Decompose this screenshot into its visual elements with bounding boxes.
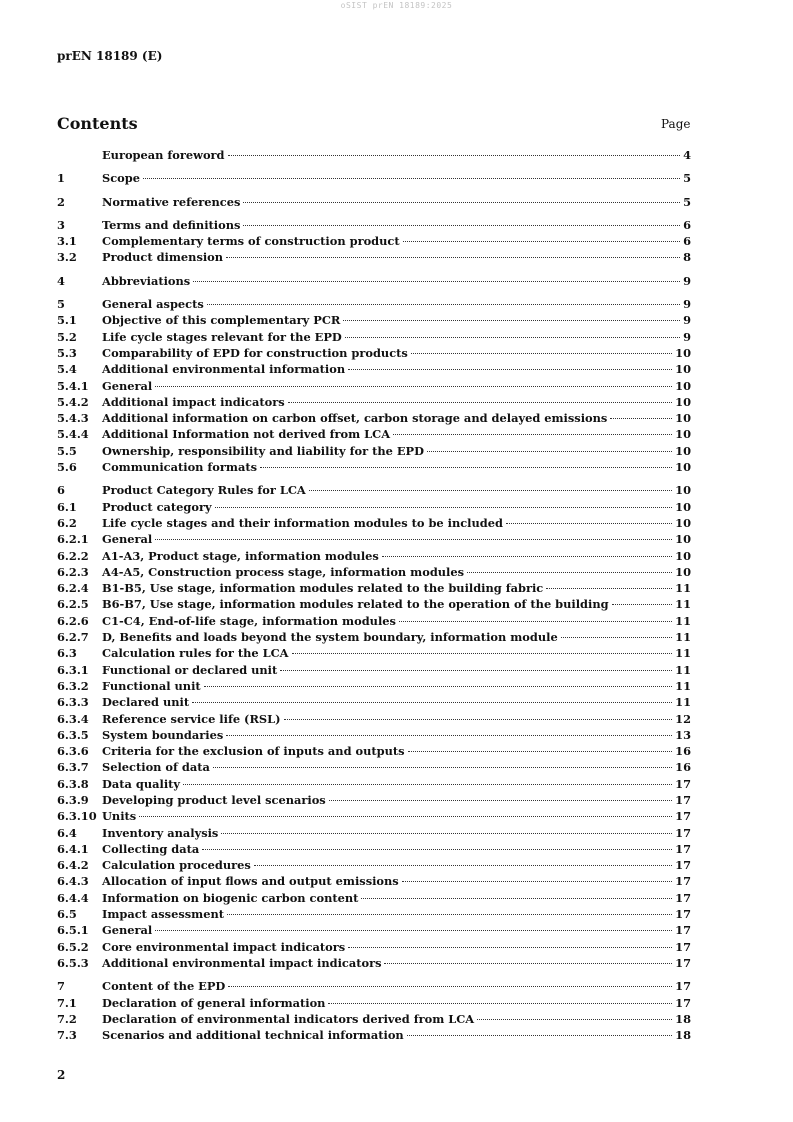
toc-dot-leader [226,257,680,258]
contents-title: Contents [57,114,138,133]
toc-entry-title: Additional impact indicators [102,394,285,409]
toc-entry-page: 10 [675,378,691,393]
toc-entry-title: Units [102,809,137,824]
toc-dot-leader [284,719,673,720]
toc-entry-title: Criteria for the exclusion of inputs and outputs [102,744,405,759]
toc-entry[interactable] [57,995,691,1011]
toc-entry[interactable] [57,662,691,678]
toc-entry-number: 6.3.10 [57,809,97,824]
toc-entry-title: General [102,378,153,393]
toc-dot-leader [411,353,672,354]
toc-entry-title: B6-B7, Use stage, information modules related to the operation of the building [102,597,609,612]
toc-entry-title: Developing product level scenarios [102,792,326,807]
toc-entry-title: System boundaries [102,727,224,742]
toc-entry-page: 10 [675,499,691,514]
toc-entry-title: Functional unit [102,678,201,693]
toc-entry-page: 16 [675,760,691,775]
toc-dot-leader [399,621,672,622]
toc-entry[interactable] [57,776,691,792]
toc-dot-leader [207,304,680,305]
toc-entry[interactable] [57,955,691,971]
toc-dot-leader [612,604,673,605]
toc-entry-page: 10 [675,427,691,442]
toc-entry[interactable] [57,890,691,906]
toc-entry-number: 6.2 [57,515,77,530]
toc-entry-page: 10 [675,443,691,458]
toc-entry-number: 5.4.1 [57,378,89,393]
toc-entry-title: Abbreviations [102,273,191,288]
toc-entry-title: Declared unit [102,695,190,710]
toc-entry-title: Product dimension [102,250,224,265]
toc-dot-leader [345,337,680,338]
toc-entry[interactable] [57,482,691,498]
toc-entry-page: 17 [675,923,691,938]
toc-entry-title: Product category [102,499,212,514]
toc-entry-number: 5.4.4 [57,427,89,442]
toc-entry-page: 10 [675,394,691,409]
toc-entry[interactable] [57,841,691,857]
toc-entry[interactable] [57,329,691,345]
toc-entry[interactable] [57,459,691,475]
toc-dot-leader [143,178,680,179]
toc-dot-leader [610,418,672,419]
toc-entry-number: 6.2.7 [57,630,89,645]
toc-entry-page: 9 [683,273,691,288]
toc-entry-title: Scenarios and additional technical information [102,1028,404,1043]
toc-entry-page: 18 [675,1011,691,1026]
toc-entry[interactable] [57,792,691,808]
toc-dot-leader [204,686,672,687]
toc-entry-number: 6.2.2 [57,548,89,563]
toc-entry-number: 5.1 [57,313,77,328]
toc-entry-title: Data quality [102,776,181,791]
toc-entry-number: 7.3 [57,1028,77,1043]
footer-page-number: 2 [57,1068,66,1082]
toc-entry[interactable] [57,410,691,426]
toc-dot-leader [183,784,672,785]
toc-entry[interactable] [57,906,691,922]
toc-entry-title: Impact assessment [102,907,225,922]
toc-entry-number: 6.2.5 [57,597,89,612]
toc-entry[interactable] [57,426,691,442]
toc-dot-leader [309,490,672,491]
toc-entry-number: 6.3.2 [57,678,89,693]
toc-entry-page: 10 [675,483,691,498]
toc-entry[interactable] [57,857,691,873]
toc-entry[interactable] [57,249,691,265]
toc-entry[interactable] [57,596,691,612]
toc-entry-page: 10 [675,345,691,360]
toc-entry-title: Reference service life (RSL) [102,711,281,726]
table-of-contents [57,147,691,1043]
toc-entry-page: 17 [675,979,691,994]
toc-entry-number: 7.2 [57,1011,77,1026]
toc-entry[interactable] [57,580,691,596]
toc-dot-leader [329,800,672,801]
toc-entry-title: European foreword [102,148,225,162]
toc-dot-leader [226,735,672,736]
toc-dot-leader [213,767,672,768]
toc-entry[interactable] [57,873,691,889]
toc-dot-leader [328,1003,672,1004]
page-column-label: Page [661,117,691,131]
toc-entry-title: General aspects [102,297,204,312]
toc-entry[interactable] [57,273,691,289]
toc-entry-number: 6.5.3 [57,955,89,970]
toc-dot-leader [254,865,672,866]
toc-entry[interactable] [57,296,691,312]
toc-entry-title: Calculation procedures [102,858,251,873]
toc-dot-leader [288,402,673,403]
toc-entry[interactable] [57,694,691,710]
toc-entry-title: A1-A3, Product stage, information modules [102,548,379,563]
toc-entry[interactable] [57,613,691,629]
toc-entry[interactable] [57,378,691,394]
toc-entry-page: 12 [675,711,691,726]
toc-entry-number: 5.2 [57,329,77,344]
toc-entry-page: 9 [683,329,691,344]
toc-entry[interactable] [57,361,691,377]
toc-entry[interactable] [57,515,691,531]
toc-entry-page: 11 [675,613,691,628]
toc-entry-title: General [102,923,153,938]
toc-entry[interactable] [57,499,691,515]
toc-dot-leader [382,556,672,557]
toc-entry-title: D, Benefits and loads beyond the system boundary, information module [102,630,558,645]
toc-entry-number: 6.5 [57,907,77,922]
toc-dot-leader [402,881,672,882]
toc-entry-page: 11 [675,662,691,677]
toc-entry-page: 11 [675,678,691,693]
toc-entry-page: 8 [683,250,691,265]
toc-entry[interactable] [57,564,691,580]
toc-entry[interactable] [57,217,691,233]
toc-dot-leader [243,225,680,226]
toc-entry-number: 6.3.3 [57,695,89,710]
toc-entry-title: Life cycle stages relevant for the EPD [102,329,342,344]
toc-entry-number: 5.5 [57,443,77,458]
toc-entry-number: 6.4 [57,825,77,840]
toc-entry-title: Additional Information not derived from LCA [102,427,391,442]
toc-entry-title: Selection of data [102,760,210,775]
toc-entry-number: 6.5.2 [57,939,89,954]
toc-dot-leader [215,507,673,508]
toc-entry-page: 17 [675,809,691,824]
toc-entry[interactable] [57,711,691,727]
toc-dot-leader [343,320,680,321]
toc-entry[interactable] [57,394,691,410]
toc-dot-leader [139,816,672,817]
toc-entry-title: Additional environmental information [102,362,346,377]
toc-entry-number: 7.1 [57,995,77,1010]
toc-dot-leader [280,670,672,671]
toc-entry-page: 11 [675,581,691,596]
toc-entry-number: 3.2 [57,250,77,265]
toc-entry-page: 17 [675,858,691,873]
toc-entry-number: 6.3 [57,646,77,661]
toc-dot-leader [193,281,680,282]
toc-entry-page: 9 [683,313,691,328]
toc-entry-number: 6.3.6 [57,744,89,759]
toc-entry[interactable] [57,678,691,694]
toc-entry-page: 17 [675,841,691,856]
toc-entry-title: Life cycle stages and their information modules to be included [102,515,503,530]
toc-entry-page: 10 [675,411,691,426]
toc-entry-number: 3 [57,217,65,232]
toc-entry[interactable] [57,759,691,775]
toc-entry-page: 17 [675,792,691,807]
toc-entry-title: General [102,532,153,547]
toc-entry-title: Additional information on carbon offset, carbon storage and delayed emissions [102,411,608,426]
toc-entry[interactable] [57,939,691,955]
toc-entry-number: 1 [57,171,65,186]
toc-entry-number: 5.4.2 [57,394,89,409]
toc-entry-page: 17 [675,776,691,791]
toc-dot-leader [243,202,680,203]
toc-dot-leader [408,751,673,752]
toc-dot-leader [155,930,672,931]
document-id: prEN 18189 (E) [57,49,163,63]
toc-entry-page: 5 [683,171,691,186]
toc-entry-number: 3.1 [57,234,77,249]
toc-entry-page: 9 [683,297,691,312]
toc-entry-number: 6.2.4 [57,581,89,596]
toc-entry-title: Declaration of general information [102,995,326,1010]
toc-entry-title: C1-C4, End-of-life stage, information modules [102,613,396,628]
toc-entry-title: Core environmental impact indicators [102,939,346,954]
toc-entry-number: 5.4.3 [57,411,89,426]
toc-entry[interactable] [57,743,691,759]
toc-entry-page: 17 [675,939,691,954]
toc-dot-leader [227,914,672,915]
toc-entry-title: Objective of this complementary PCR [102,313,341,328]
toc-entry-number: 4 [57,273,65,288]
toc-entry-page: 5 [683,194,691,209]
toc-dot-leader [348,947,672,948]
toc-entry-number: 6.2.6 [57,613,89,628]
toc-entry[interactable] [57,922,691,938]
toc-entry-number: 6.2.3 [57,564,89,579]
toc-dot-leader [202,849,672,850]
toc-entry-page: 6 [683,234,691,249]
watermark: oSIST prEN 18189:2025 [340,1,453,10]
toc-entry-number: 6 [57,483,65,498]
toc-entry-number: 6.4.2 [57,858,89,873]
toc-entry-page: 18 [675,1028,691,1043]
toc-entry-number: 6.3.4 [57,711,89,726]
toc-entry-number: 2 [57,194,65,209]
toc-entry[interactable] [57,345,691,361]
toc-dot-leader [221,833,672,834]
toc-entry[interactable] [57,629,691,645]
toc-dot-leader [546,588,672,589]
toc-entry-title: Ownership, responsibility and liability for the EPD [102,443,424,458]
toc-dot-leader [361,898,672,899]
toc-entry[interactable] [57,531,691,547]
toc-entry-number: 5 [57,297,65,312]
toc-entry[interactable] [57,233,691,249]
toc-entry-page: 10 [675,362,691,377]
toc-entry-number: 6.3.8 [57,776,89,791]
toc-dot-leader [192,702,672,703]
toc-entry-number: 6.1 [57,499,77,514]
toc-entry-title: Information on biogenic carbon content [102,890,359,905]
toc-entry-number: 7 [57,979,65,994]
toc-entry-title: Collecting data [102,841,200,856]
toc-entry-title: Functional or declared unit [102,662,278,677]
toc-entry-page: 6 [683,217,691,232]
toc-entry-page: 10 [675,532,691,547]
toc-entry-page: 11 [675,597,691,612]
toc-entry-title: Communication formats [102,460,258,475]
toc-entry-page: 16 [675,744,691,759]
toc-entry[interactable] [57,825,691,841]
toc-entry-number: 6.2.1 [57,532,89,547]
toc-entry[interactable] [57,147,691,163]
toc-entry-title: Allocation of input flows and output emissions [102,874,399,889]
toc-entry[interactable] [57,548,691,564]
toc-entry-page: 17 [675,955,691,970]
toc-entry-number: 5.6 [57,460,77,475]
toc-entry-page: 11 [675,695,691,710]
toc-entry-page: 17 [675,825,691,840]
toc-entry-number: 6.3.7 [57,760,89,775]
toc-entry-page: 10 [675,460,691,475]
toc-entry-page: 17 [675,874,691,889]
toc-dot-leader [155,386,672,387]
toc-entry-number: 5.3 [57,345,77,360]
toc-dot-leader [228,986,672,987]
toc-entry-title: Inventory analysis [102,825,219,840]
toc-entry[interactable] [57,1011,691,1027]
toc-dot-leader [403,241,680,242]
toc-entry-page: 4 [683,148,691,162]
toc-entry[interactable] [57,1027,691,1043]
toc-entry[interactable] [57,645,691,661]
toc-entry-title: Scope [102,171,140,186]
toc-entry-title: Normative references [102,194,241,209]
toc-dot-leader [228,155,680,156]
toc-entry[interactable] [57,978,691,994]
toc-entry-number: 6.3.1 [57,662,89,677]
toc-entry-title: A4-A5, Construction process stage, information modules [102,564,465,579]
toc-entry-title: Comparability of EPD for construction products [102,345,408,360]
toc-dot-leader [561,637,672,638]
toc-entry-page: 11 [675,630,691,645]
toc-dot-leader [393,434,672,435]
toc-entry-title: Additional environmental impact indicators [102,955,382,970]
toc-entry[interactable] [57,194,691,210]
toc-entry-title: Complementary terms of construction product [102,234,400,249]
toc-entry-number: 6.4.3 [57,874,89,889]
toc-entry-number: 6.4.4 [57,890,89,905]
toc-entry-number: 6.4.1 [57,841,89,856]
toc-entry-title: Content of the EPD [102,979,226,994]
toc-entry-number: 6.5.1 [57,923,89,938]
toc-entry[interactable] [57,727,691,743]
toc-dot-leader [260,467,672,468]
toc-entry[interactable] [57,170,691,186]
toc-dot-leader [155,539,672,540]
toc-entry-title: Terms and definitions [102,217,241,232]
toc-entry-title: B1-B5, Use stage, information modules related to the building fabric [102,581,544,596]
toc-entry[interactable] [57,443,691,459]
toc-entry-page: 17 [675,907,691,922]
toc-dot-leader [407,1035,672,1036]
toc-entry-number: 5.4 [57,362,77,377]
toc-entry-number: 6.3.5 [57,727,89,742]
toc-dot-leader [477,1019,672,1020]
toc-dot-leader [292,653,673,654]
toc-dot-leader [427,451,672,452]
toc-entry[interactable] [57,808,691,824]
toc-dot-leader [348,369,672,370]
toc-entry-title: Product Category Rules for LCA [102,483,306,498]
toc-entry-page: 10 [675,548,691,563]
toc-dot-leader [506,523,672,524]
toc-entry-number: 6.3.9 [57,792,89,807]
toc-entry-page: 10 [675,515,691,530]
toc-entry-title: Calculation rules for the LCA [102,646,289,661]
toc-entry-page: 13 [675,727,691,742]
toc-entry-page: 17 [675,995,691,1010]
toc-dot-leader [384,963,672,964]
toc-entry-page: 17 [675,890,691,905]
toc-dot-leader [467,572,672,573]
toc-entry-page: 11 [675,646,691,661]
toc-entry[interactable] [57,312,691,328]
toc-entry-title: Declaration of environmental indicators derived from LCA [102,1011,475,1026]
toc-entry-page: 10 [675,564,691,579]
